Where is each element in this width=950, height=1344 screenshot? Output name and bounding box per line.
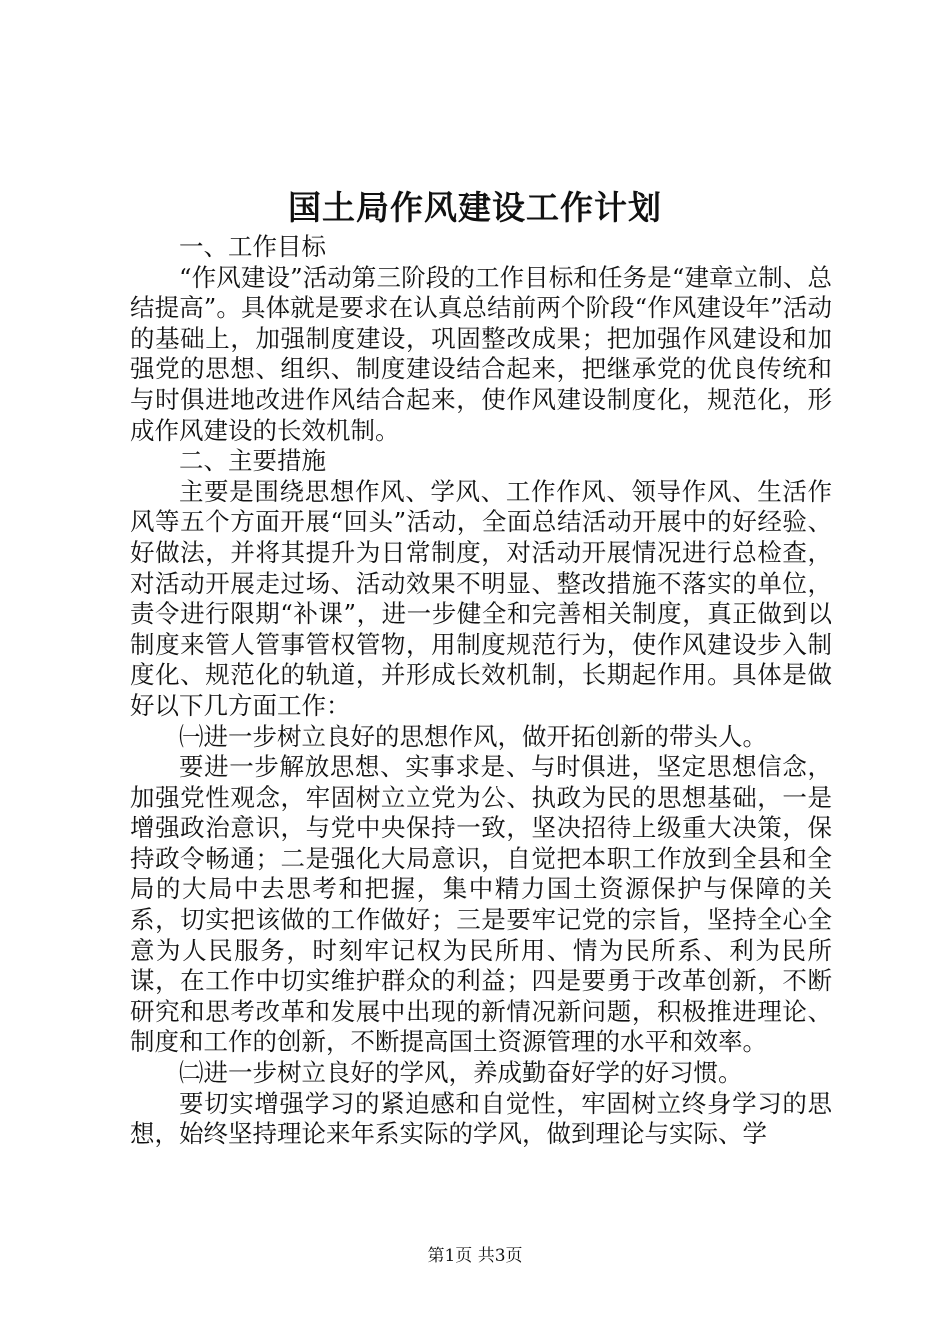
subheading-study-style: ㈡进一步树立良好的学风，养成勤奋好学的好习惯。 bbox=[179, 1058, 743, 1088]
subheading-thinking-style: ㈠进一步树立良好的思想作风，做开拓创新的带头人。 bbox=[179, 721, 767, 751]
document-title: 国土局作风建设工作计划 bbox=[288, 188, 662, 227]
section-heading-measures: 二、主要措施 bbox=[179, 446, 326, 476]
paragraph-thinking-style: 要进一步解放思想、实事求是、与时俱进，坚定思想信念，加强党性观念，牢固树立立党为公、执政为民的思想基础，一是增强政治意识，与党中央保持一致，坚决招待上级重大决策，保持政令畅通；二是强化大局意识，自觉把本职工作放到全县和全局的大局中去思考和把握，集中精力国土资源保护与保障的关系，切实把该做的工作做好；三是要牢记党的宗旨，坚持全心全意为人民服务，时刻牢记权为民所用、情为民所系、利为民所谋，在工作中切实维护群众的利益；四是要勇于改革创新，不断研究和思考改革和发展中出现的新情况新问题，积极推进理论、制度和工作的创新，不断提高国土资源管理的水平和效率。 bbox=[130, 752, 832, 1057]
section-heading-goals: 一、工作目标 bbox=[179, 232, 326, 261]
paragraph-goals: “作风建设”活动第三阶段的工作目标和任务是“建章立制、总结提高”。具体就是要求在认真总结前两个阶段“作风建设年”活动的基础上，加强制度建设，巩固整改成果；把加强作风建设和加强党的思想、组织、制度建设结合起来，把继承党的优良传统和与时俱进地改进作风结合起来，使作风建设制度化，规范化，形成作风建设的长效机制。 bbox=[130, 262, 832, 445]
document-body bbox=[130, 232, 832, 1150]
page-footer: 第1页 共3页 bbox=[427, 1246, 523, 1266]
paragraph-study-style: 要切实增强学习的紧迫感和自觉性，牢固树立终身学习的思想，始终坚持理论来年系实际的学风，做到理论与实际、学 bbox=[130, 1088, 832, 1149]
paragraph-measures: 主要是围绕思想作风、学风、工作作风、领导作风、生活作风等五个方面开展“回头”活动，全面总结活动开展中的好经验、好做法，并将其提升为日常制度，对活动开展情况进行总检查，对活动开展走过场、活动效果不明显、整改措施不落实的单位，责令进行限期“补课”，进一步健全和完善相关制度，真正做到以制度来管人管事管权管物，用制度规范行为，使作风建设步入制度化、规范化的轨道，并形成长效机制，长期起作用。具体是做好以下几方面工作： bbox=[130, 476, 832, 720]
